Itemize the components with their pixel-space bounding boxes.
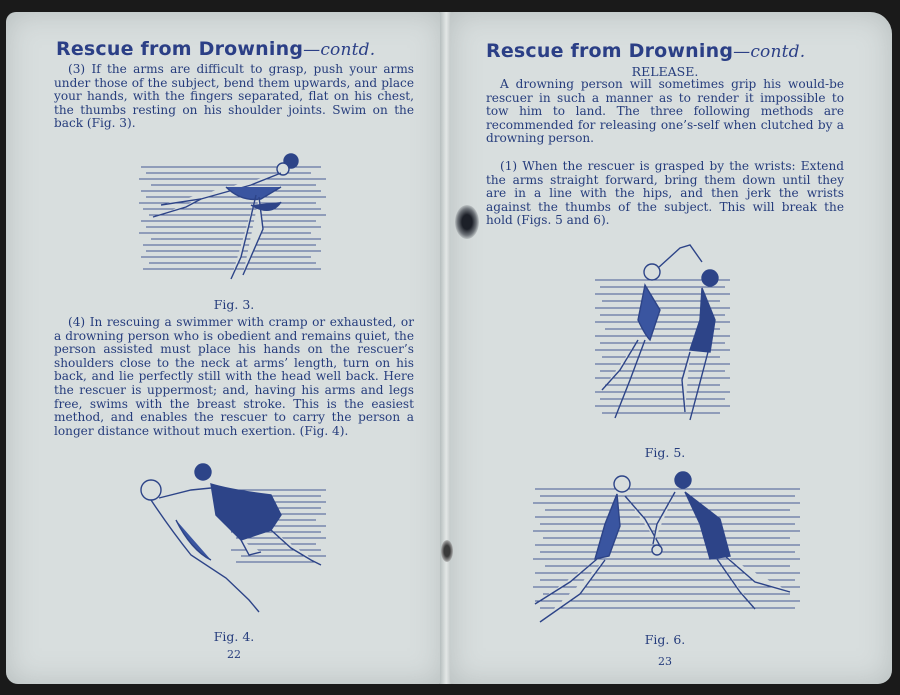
left-page — [6, 12, 443, 684]
right-intro-paragraph: A drowning person will sometimes grip his would-be rescuer in such a manner as to render it impossible to tow him to land. The three following methods are recommended for releasing one’s-self when clutched by a drowning person. — [486, 77, 844, 146]
figure-6-caption: Fig. 6. — [644, 632, 686, 647]
right-title-suffix: —contd. — [733, 42, 806, 62]
figure-4-illustration — [131, 460, 331, 625]
release-subtitle: RELEASE. — [631, 64, 699, 79]
figure-6-illustration — [525, 464, 805, 629]
ink-stain — [455, 205, 479, 239]
figure-3-caption: Fig. 3. — [213, 297, 255, 312]
left-paragraph-4: (4) In rescuing a swimmer with cramp or exhausted, or a drowning person who is obedient and remains quiet, the person assisted must place his hands on the rescuer’s shoulders close to the neck at arms’ length, turn on his back, and lie perfectly still with the head well back. Here the rescuer is uppermost; and, having his arms and legs free, swims with the breast stroke. This is the easiest method, and enables the rescuer to carry the person a longer distance without much exertion. (Fig. 4). — [54, 315, 414, 438]
left-page-number: 22 — [227, 648, 241, 661]
left-page-title — [56, 38, 375, 60]
figure-4-caption: Fig. 4. — [213, 629, 255, 644]
right-page — [450, 12, 892, 684]
right-title-main: Rescue from Drowning — [486, 40, 734, 62]
left-paragraph-3: (3) If the arms are difficult to grasp, push your arms under those of the subject, bend them upwards, and place your hands, with the fingers separated, flat on his chest, the thumbs resting on his shoulder joints. Swim on the back (Fig. 3). — [54, 62, 414, 131]
figure-5-caption: Fig. 5. — [644, 445, 686, 460]
right-page-number: 23 — [658, 655, 672, 668]
left-title-suffix: —contd. — [303, 40, 376, 60]
figure-3-illustration — [131, 147, 331, 292]
right-page-title — [486, 40, 805, 62]
figure-5-illustration — [590, 240, 740, 440]
left-title-main: Rescue from Drowning — [56, 38, 304, 60]
right-paragraph-1: (1) When the rescuer is grasped by the wrists: Extend the arms straight forward, bring them down until they are in a line with the hips, and then jerk the wrists against the thumbs of the subject. This will break the hold (Figs. 5 and 6). — [486, 159, 844, 228]
binding-staple — [441, 540, 453, 562]
